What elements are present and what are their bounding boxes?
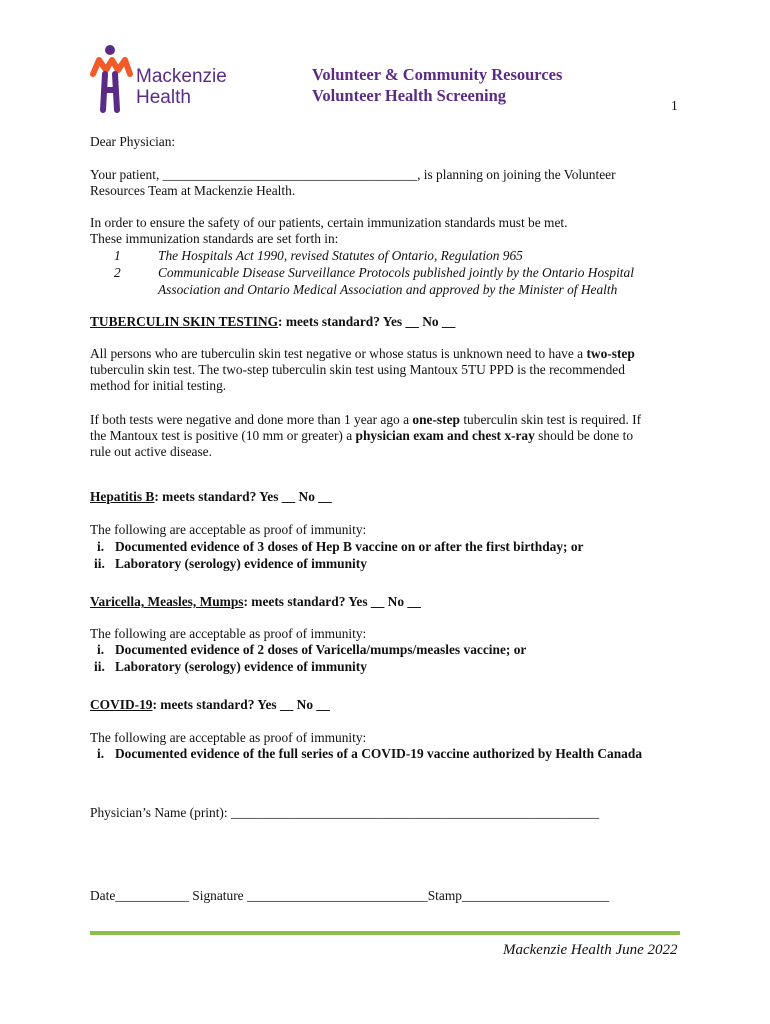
physician-name-field[interactable]: Physician’s Name (print): _______________________________________________________ — [90, 805, 600, 820]
tb-heading-row — [90, 314, 455, 330]
tb-emphasis: one-step — [412, 412, 460, 427]
tb-heading: TUBERCULIN SKIN TESTING — [90, 314, 279, 329]
date-signature-stamp-fields[interactable]: Date___________ Signature ___________________________Stamp______________________ — [90, 888, 610, 903]
tb-text: tuberculin skin test is required. If — [459, 412, 642, 427]
tb-paragraph-2-line-3: rule out active disease. — [90, 444, 212, 459]
patient-line-2: Resources Team at Mackenzie Health. — [90, 183, 296, 198]
tb-paragraph-1-line-3: method for initial testing. — [90, 378, 227, 393]
mackenzie-health-logo — [90, 44, 250, 114]
tb-text: If both tests were negative and done more than 1 year ago a — [90, 412, 413, 427]
hepb-intro: The following are acceptable as proof of immunity: — [90, 522, 367, 537]
vmm-heading: Varicella, Measles, Mumps — [90, 594, 244, 609]
vmm-intro: The following are acceptable as proof of immunity: — [90, 626, 367, 641]
vmm-item-text: Documented evidence of 2 doses of Varicella/mumps/measles vaccine; or — [115, 642, 527, 657]
standard-text-continued: Association and Ontario Medical Association and approved by the Minister of Health — [158, 282, 618, 297]
hepb-heading: Hepatitis B — [90, 489, 155, 504]
salutation: Dear Physician: — [90, 134, 176, 149]
tb-text: should be done to — [534, 428, 634, 443]
page-number: 1 — [671, 98, 678, 113]
hepb-heading-row — [90, 489, 332, 505]
vmm-item-text: Laboratory (serology) evidence of immunity — [115, 659, 367, 674]
standard-number: 1 — [114, 248, 121, 263]
standard-text: The Hospitals Act 1990, revised Statutes of Ontario, Regulation 965 — [158, 248, 523, 263]
hepb-item-num: i. — [97, 539, 105, 554]
logo-line-mackenzie: Mackenzie — [136, 66, 227, 87]
logo-line-health: Health — [136, 87, 191, 108]
patient-line-1: Your patient, ______________________________________, is planning on joining the Volunteer — [90, 167, 616, 182]
intro-line-1: In order to ensure the safety of our patients, certain immunization standards must be met. — [90, 215, 568, 230]
tb-text: the Mantoux test is positive (10 mm or greater) a — [90, 428, 356, 443]
covid-question: : meets standard? Yes __ No __ — [152, 697, 330, 712]
vmm-heading-row — [90, 594, 421, 610]
tb-question: : meets standard? Yes __ No __ — [278, 314, 456, 329]
document-title: Volunteer & Community Resources — [312, 65, 563, 84]
mackenzie-figure-icon — [90, 44, 134, 114]
tb-paragraph-2-line-2 — [90, 428, 633, 444]
covid-heading: COVID-19 — [90, 697, 153, 712]
vmm-item-num: i. — [97, 642, 105, 657]
hepb-item-text: Laboratory (serology) evidence of immunity — [115, 556, 367, 571]
tb-text: All persons who are tuberculin skin test negative or whose status is unknown need to have a — [90, 346, 587, 361]
footer-divider — [90, 931, 680, 935]
tb-emphasis: physician exam and chest x-ray — [355, 428, 535, 443]
vmm-question: : meets standard? Yes __ No __ — [243, 594, 421, 609]
hepb-question: : meets standard? Yes __ No __ — [154, 489, 332, 504]
document-subtitle: Volunteer Health Screening — [312, 86, 507, 105]
intro-line-2: These immunization standards are set forth in: — [90, 231, 339, 246]
hepb-item-text: Documented evidence of 3 doses of Hep B vaccine on or after the first birthday; or — [115, 539, 584, 554]
standard-text: Communicable Disease Surveillance Protocols published jointly by the Ontario Hospital — [158, 265, 634, 280]
vmm-item-num: ii. — [94, 659, 105, 674]
covid-intro: The following are acceptable as proof of immunity: — [90, 730, 367, 745]
covid-item-num: i. — [97, 746, 105, 761]
hepb-item-num: ii. — [94, 556, 105, 571]
tb-paragraph-1-line-2: tuberculin skin test. The two-step tuberculin skin test using Mantoux 5TU PPD is the recommended — [90, 362, 625, 377]
covid-heading-row — [90, 697, 330, 713]
standard-number: 2 — [114, 265, 121, 280]
covid-item-text: Documented evidence of the full series of a COVID-19 vaccine authorized by Health Canada — [115, 746, 643, 761]
tb-paragraph-2-line-1 — [90, 412, 641, 428]
footer-text: Mackenzie Health June 2022 — [503, 942, 678, 958]
tb-emphasis: two-step — [586, 346, 635, 361]
tb-paragraph-1-line-1 — [90, 346, 635, 362]
